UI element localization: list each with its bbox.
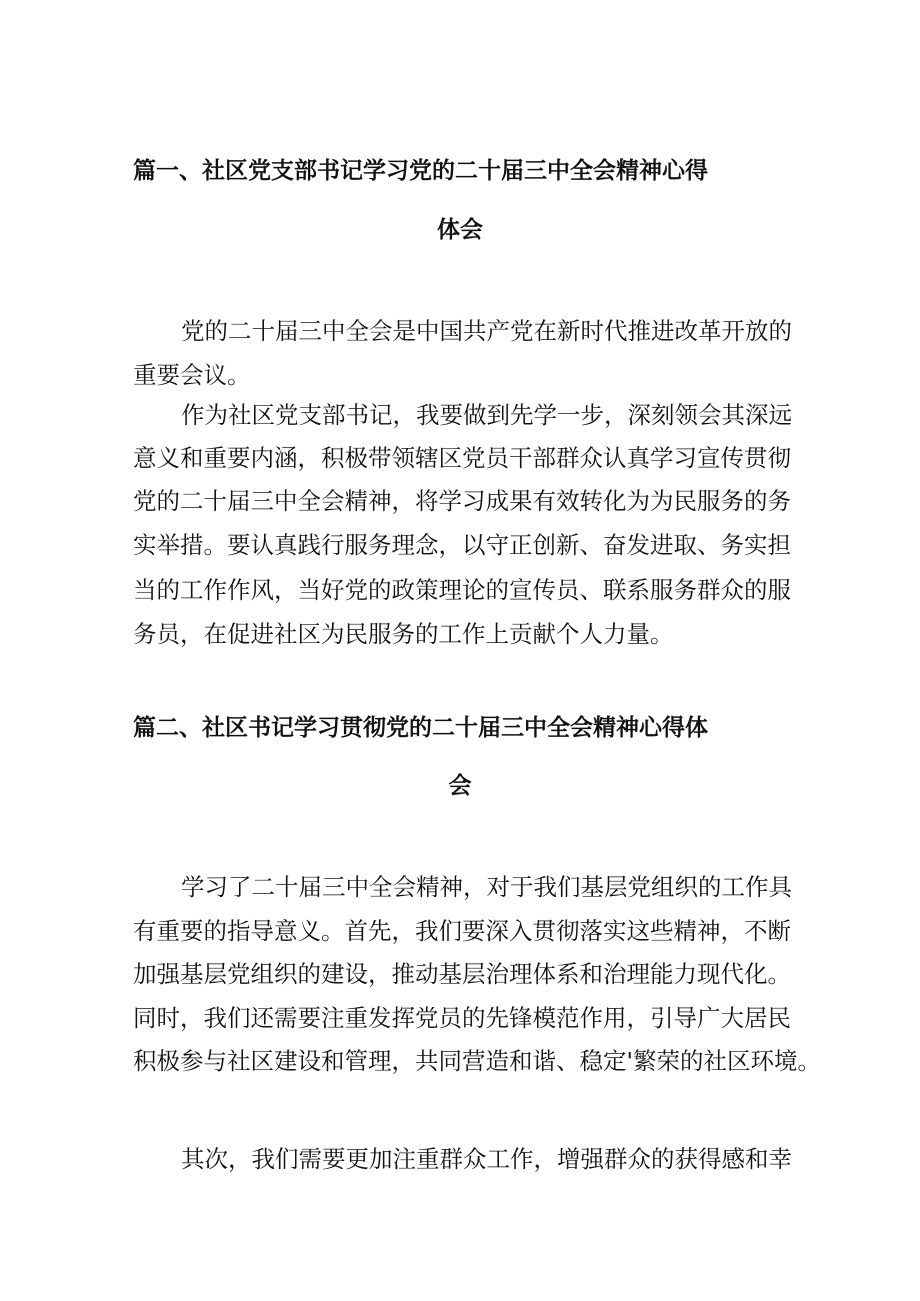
- section-2-heading: 篇二、社区书记学习贯彻党的二十届三中全会精神心得体: [133, 715, 708, 741]
- paragraph-line: 有重要的指导意义。首先，我们要深入贯彻落实这些精神，不断: [133, 917, 791, 945]
- paragraph-line: 实举措。要认真践行服务理念，以守正创新、奋发进取、务实担: [133, 531, 791, 559]
- paragraph-line: 当的工作作风，当好党的政策理论的宣传员、联系服务群众的服: [133, 576, 791, 604]
- paragraph-line: 重要会议。: [133, 361, 251, 389]
- section-2-heading-continuation: 会: [448, 773, 472, 799]
- paragraph-line: 党的二十届三中全会是中国共产党在新时代推进改革开放的: [181, 317, 792, 345]
- paragraph-line: 务员，在促进社区为民服务的工作上贡献个人力量。: [133, 620, 674, 648]
- paragraph-line: 学习了二十届三中全会精神，对于我们基层党组织的工作具: [181, 873, 792, 901]
- section-1-heading-continuation: 体会: [437, 217, 483, 243]
- paragraph-line: 积极参与社区建设和管理，共同营造和谐、稳定'繁荣的社区环境。: [133, 1047, 821, 1075]
- paragraph-line: 党的二十届三中全会精神，将学习成果有效转化为为民服务的务: [133, 487, 791, 515]
- section-1-heading: 篇一、社区党支部书记学习党的二十届三中全会精神心得: [133, 158, 708, 184]
- paragraph-line: 其次，我们需要更加注重群众工作，增强群众的获得感和幸: [181, 1145, 792, 1173]
- paragraph-line: 意义和重要内涵，积极带领辖区党员干部群众认真学习宣传贯彻: [133, 444, 791, 472]
- paragraph-line: 加强基层党组织的建设，推动基层治理体系和治理能力现代化。: [133, 960, 791, 988]
- paragraph-line: 作为社区党支部书记，我要做到先学一步，深刻领会其深远: [181, 401, 792, 429]
- paragraph-line: 同时，我们还需要注重发挥党员的先锋模范作用，引导广大居民: [133, 1004, 791, 1032]
